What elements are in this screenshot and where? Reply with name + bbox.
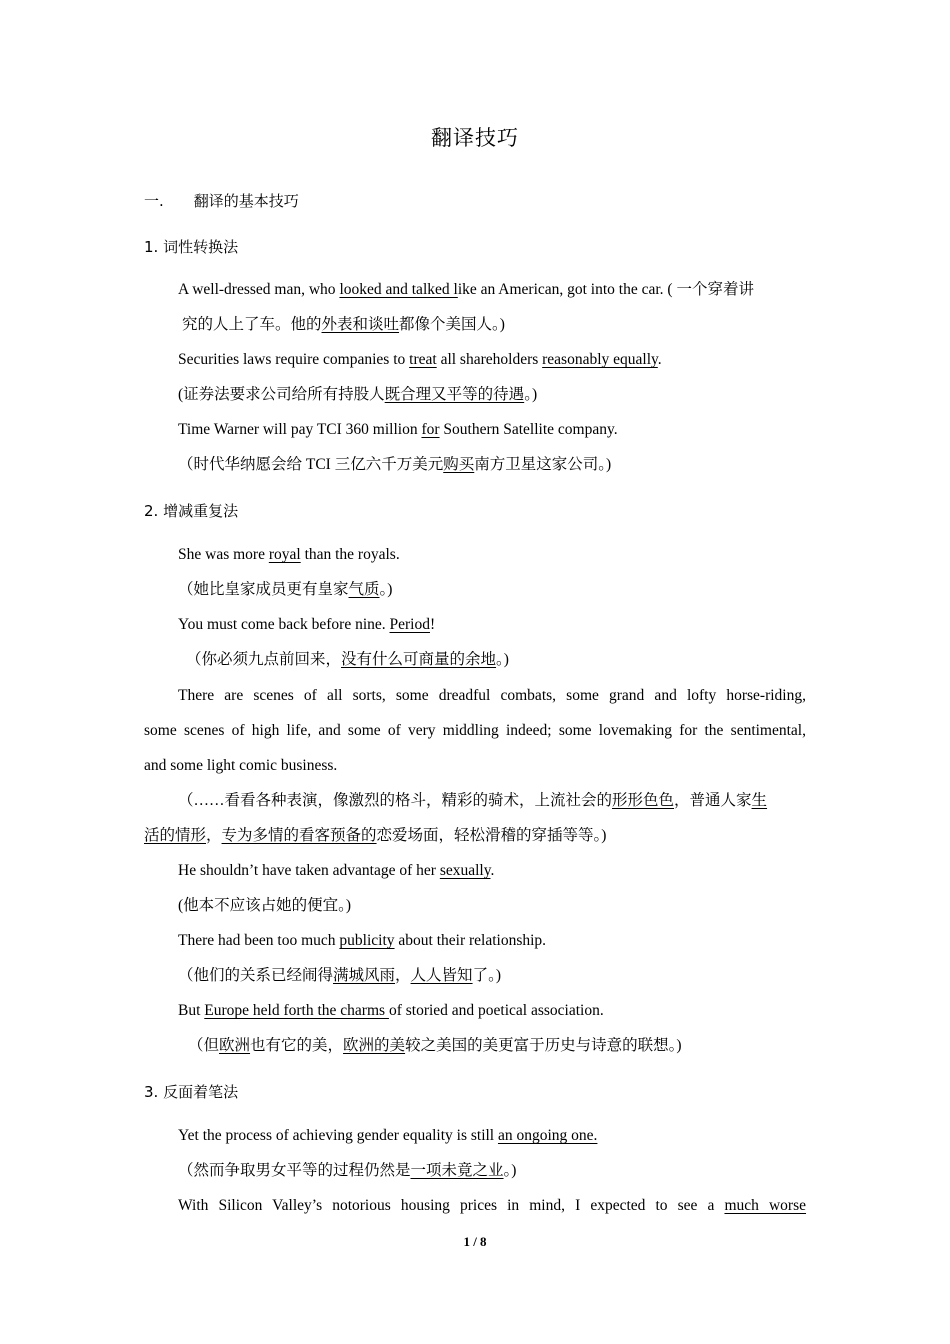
underlined-text: an ongoing one. <box>497 1127 598 1144</box>
underlined-text: 活的情形 <box>144 827 207 844</box>
text: Securities laws require companies to <box>178 351 410 368</box>
text: than the royals. <box>300 546 400 563</box>
text: He shouldn’t have taken advantage of her <box>178 862 440 879</box>
text: （他们的关系已经闹得 <box>178 967 334 984</box>
text: ! <box>429 616 436 633</box>
text: （你必须九点前回来， <box>186 651 342 668</box>
underlined-text: royal <box>268 546 301 563</box>
text: 。) <box>379 581 393 598</box>
underlined-text: 外表和谈吐 <box>321 316 400 333</box>
example-line <box>186 650 509 670</box>
paragraph-line: There are scenes of all sorts, some dreadful combats, some grand and lofty horse-riding, <box>178 687 806 704</box>
subheading-part-of-speech-conversion: 1. 词性转换法 <box>144 238 239 256</box>
example-line <box>178 791 767 811</box>
underlined-text: 气质 <box>348 581 380 598</box>
underlined-text: 一项未竟之业 <box>410 1162 504 1179</box>
example-line <box>144 826 606 846</box>
text: 究的人上了车。他的 <box>182 316 322 333</box>
text: 恋爱场面，轻松滑稽的穿插等等。) <box>376 827 607 844</box>
text: ike an American, got into the car. ( 一个穿着讲 <box>457 281 754 298</box>
text: of storied and poetical association. <box>388 1002 604 1019</box>
underlined-text: 没有什么可商量的余地 <box>341 651 497 668</box>
example-line <box>178 545 400 565</box>
example-line <box>178 1126 597 1146</box>
underlined-text: Period <box>389 616 430 633</box>
example-line <box>178 1001 604 1021</box>
text: . <box>657 351 662 368</box>
section-heading-basic-skills: 一. 翻译的基本技巧 <box>144 192 299 210</box>
text: (证券法要求公司给所有持股人 <box>178 386 385 403</box>
paragraph-line: and some light comic business. <box>144 757 338 774</box>
example-line <box>178 615 435 635</box>
example-line: (他本不应该占她的便宜。) <box>178 897 352 914</box>
text: Yet the process of achieving gender equality is still <box>178 1127 498 1144</box>
text: You must come back before nine. <box>178 616 390 633</box>
page-title: 翻译技巧 <box>431 126 519 150</box>
text: 。) <box>496 651 509 668</box>
example-line <box>178 350 662 370</box>
text: 了。) <box>472 967 501 984</box>
underlined-text: looked and talked l <box>339 281 458 298</box>
underlined-text: 欧洲 <box>219 1037 251 1054</box>
page-number: 1 / 8 <box>463 1234 487 1249</box>
text: 。) <box>503 1162 517 1179</box>
underlined-text: 欧洲的美 <box>343 1037 406 1054</box>
example-line <box>178 861 494 881</box>
underlined-text: publicity <box>339 932 395 949</box>
example-line <box>178 455 611 475</box>
text: （时代华纳愿会给 TCI 三亿六千万美元 <box>178 456 444 473</box>
underlined-text: much worse <box>724 1197 807 1214</box>
example-line <box>178 1196 806 1216</box>
text: （……看看各种表演，像激烈的格斗，精彩的骑术，上流社会的 <box>178 792 613 809</box>
text: Southern Satellite company. <box>439 421 618 438</box>
text: ，普通人家 <box>674 792 752 809</box>
text: With Silicon Valley’s notorious housing prices in mind, I expected to see a <box>178 1197 725 1214</box>
underlined-text: reasonably equally <box>542 351 658 368</box>
example-line <box>178 1161 516 1181</box>
text: 。) <box>524 386 538 403</box>
underlined-text: 人人皆知 <box>410 967 473 984</box>
underlined-text: for <box>421 421 440 438</box>
text: ， <box>206 827 222 844</box>
paragraph-line: some scenes of high life, and some of very middling indeed; some lovemaking for the sentimental, <box>144 722 806 739</box>
text: （她比皇家成员更有皇家 <box>178 581 349 598</box>
example-line <box>178 385 537 405</box>
underlined-text: 生 <box>751 792 768 809</box>
subheading-negation: 3. 反面着笔法 <box>144 1083 239 1101</box>
text: all shareholders <box>436 351 543 368</box>
text: There had been too much <box>178 932 340 949</box>
text: 都像个美国人。) <box>399 316 505 333</box>
underlined-text: 购买 <box>443 456 475 473</box>
subheading-addition-omission-repetition: 2. 增减重复法 <box>144 502 239 520</box>
example-line <box>178 280 754 300</box>
underlined-text: 满城风雨 <box>333 967 396 984</box>
underlined-text: treat <box>409 351 437 368</box>
text: A well-dressed man, who <box>178 281 340 298</box>
text: Time Warner will pay TCI 360 million <box>178 421 422 438</box>
example-line <box>178 580 392 600</box>
example-line <box>182 315 505 335</box>
underlined-text: 专为多情的看客预备的 <box>221 827 377 844</box>
underlined-text: sexually <box>439 862 491 879</box>
underlined-text: Europe held forth the charms <box>204 1002 389 1019</box>
example-line <box>178 966 501 986</box>
text: But <box>178 1002 205 1019</box>
text: She was more <box>178 546 269 563</box>
text: . <box>490 862 495 879</box>
text: ， <box>395 967 411 984</box>
underlined-text: 形形色色 <box>612 792 675 809</box>
text: （但 <box>188 1037 220 1054</box>
example-line <box>188 1036 681 1056</box>
text: 也有它的美， <box>250 1037 344 1054</box>
example-line <box>178 931 546 951</box>
underlined-text: 既合理又平等的待遇 <box>384 386 525 403</box>
text: （然而争取男女平等的过程仍然是 <box>178 1162 411 1179</box>
example-line <box>178 420 618 440</box>
text: about their relationship. <box>394 932 547 949</box>
text: 较之美国的美更富于历史与诗意的联想。) <box>405 1037 682 1054</box>
text: 南方卫星这家公司。) <box>474 456 612 473</box>
